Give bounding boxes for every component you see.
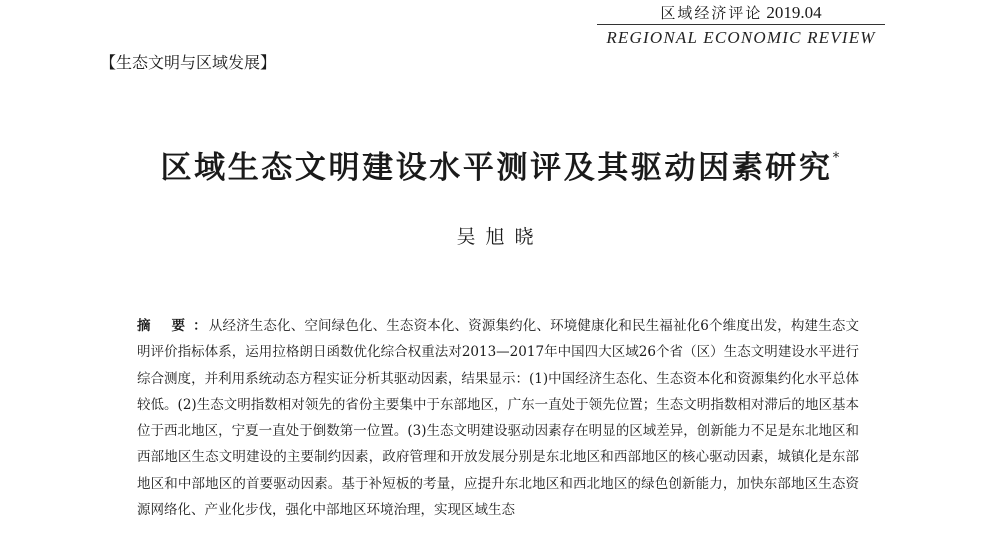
article-title xyxy=(0,142,1000,187)
author-name: 吴旭晓 xyxy=(456,226,544,248)
section-label: 【生态文明与区域发展】 xyxy=(100,53,277,72)
journal-title-line xyxy=(597,2,885,24)
journal-header xyxy=(597,2,885,51)
abstract-colon: ： xyxy=(193,318,207,334)
journal-name-en: REGIONAL ECONOMIC REVIEW xyxy=(606,28,876,47)
article-title-text: 区域生态文明建设水平测评及其驱动因素研究 xyxy=(160,150,833,186)
abstract-label: 摘 要 xyxy=(137,318,194,334)
title-footnote-mark: * xyxy=(832,150,840,166)
journal-name-cn: 区域经济评论 xyxy=(660,4,763,22)
issue-number: 2019.04 xyxy=(766,3,822,22)
abstract-text: 从经济生态化、空间绿色化、生态资本化、资源集约化、环境健康化和民生福祉化6个维度出发，构建生态文明评价指标体系，运用拉格朗日函数优化综合权重法对2013—2017年中国四大区域26个省（区）生态文明建设水平进行综合测度，并利用系统动态方程实证分析其驱动因素，结果显示：(1)中国经济生态化、生态资本化和资源集约化水平总体较低。(2)生态文明指数相对领先的省份主要集中于东部地区，广东一直处于领先位置；生态文明指数相对滞后的地区基本位于西北地区，宁夏一直处于倒数第一位置。(3)生态文明建设驱动因素存在明显的区域差异，创新能力不足是东北地区和西部地区生态文明建设的主要制约因素，政府管理和开放发展分别是东北地区和西部地区的核心驱动因素，城镇化是东部地区和中部地区的首要驱动因素。基于补短板的考量，应提升东北地区和西北地区的绿色创新能力，加快东部地区生态资源网络化、产业化步伐，强化中部地区环境治理，实现区域生态 xyxy=(137,318,859,519)
abstract xyxy=(137,313,859,523)
